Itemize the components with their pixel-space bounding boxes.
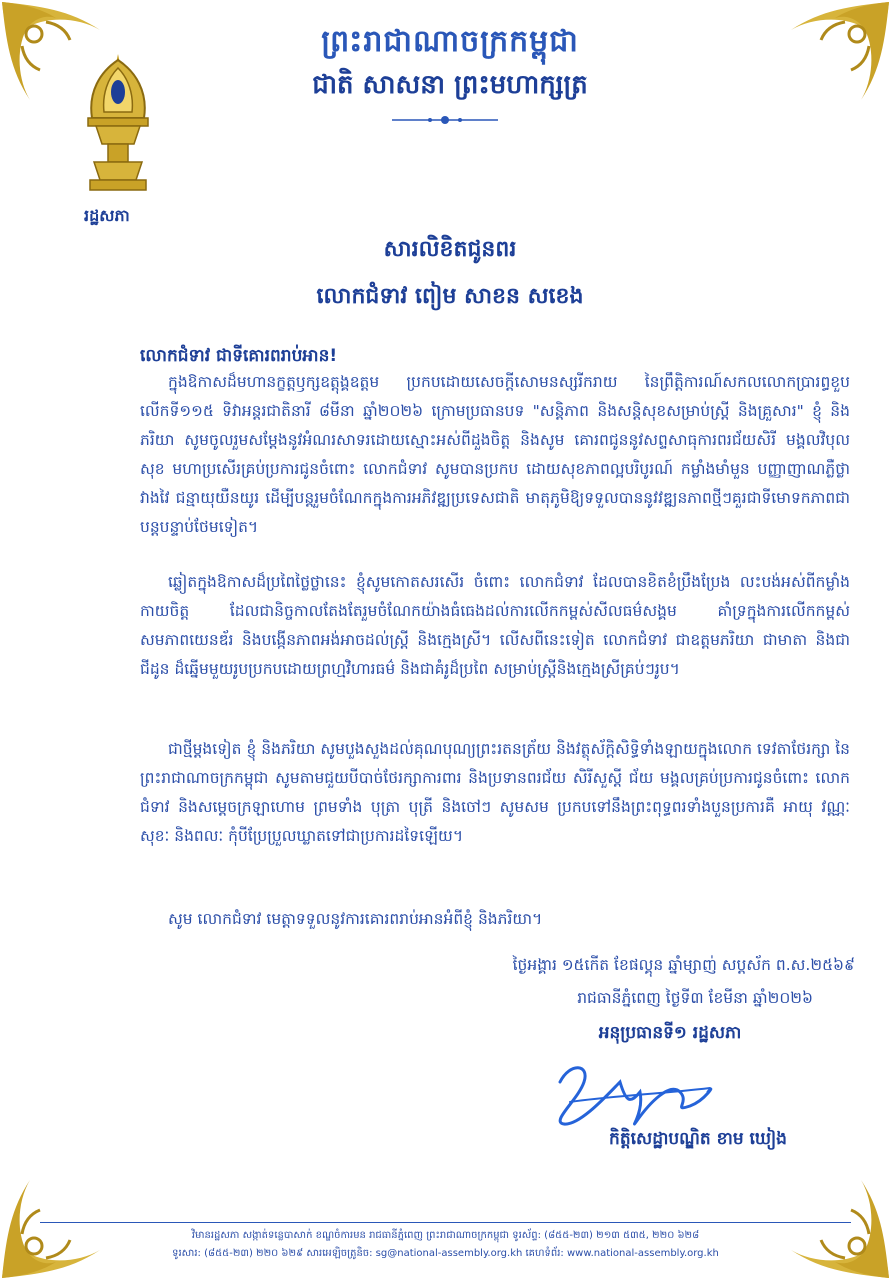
footer-address: វិមានរដ្ឋសភា សង្កាត់ទន្លេបាសាក់ ខណ្ឌចំការមន រាជធានីភ្នំពេញ ព្រះរាជាណាចក្រកម្ពុជា ទូរស័ព្ទ: (៨៥៥-២៣) ២១៣ ៥៣៥, ២២០ ៦២៨ — [191, 1230, 700, 1241]
signature-icon — [540, 1052, 740, 1132]
corner-ornament-icon — [781, 0, 891, 110]
body-paragraph-4: សូម លោកជំទាវ មេត្តាទទួលនូវការគោរពរាប់អានអំពីខ្ញុំ និងភរិយា។ — [168, 910, 543, 928]
body-paragraph-2: ឆ្លៀតក្នុងឱកាសដ៏ប្រពៃថ្លៃថ្លានេះ ខ្ញុំសូមកោតសរសើរ ចំពោះ លោកជំទាវ ដែលបានខិតខំប្រឹងប្រែង លះបង់អស់ពីកម្លាំងកាយចិត្ត ដែលជានិច្ចកាលតែងតែរួមចំណែកយ៉ាងធំធេងដល់ការលើកកម្ពស់សីលធម៌សង្គម គាំទ្រក្នុងការលើកកម្ពស់សមភាពយេនឌ័រ និងបង្កើនភាពអង់អាចដល់ស្ត្រី និងក្មេងស្រី។ លើសពីនេះទៀត លោកជំទាវ ជាឧត្តមភរិយា ជាមាតា និងជាជីដូន ដ៏ឆ្នើមមួយរូបប្រកបដោយព្រហ្មវិហារធម៌ និងជាគំរូដ៏ប្រពៃ សម្រាប់ស្ត្រីនិងក្មេងស្រីគ្រប់ៗរូប។ — [140, 573, 850, 678]
solar-date-place: រាជធានីភ្នំពេញ ថ្ងៃទី៣ ខែមីនា ឆ្នាំ២០២៦ — [577, 989, 813, 1007]
corner-ornament-icon — [0, 1170, 110, 1280]
signer-name: កិត្តិសេដ្ឋាបណ្ឌិត ខាម ឃៀង — [609, 1129, 787, 1149]
institution-label: រដ្ឋសភា — [84, 206, 130, 225]
national-motto: ជាតិ សាសនា ព្រះមហាក្សត្រ — [312, 70, 588, 100]
salutation: លោកជំទាវ ជាទីគោរពរាប់អាន! — [140, 346, 338, 366]
body-paragraph-3: ជាថ្មីម្តងទៀត ខ្ញុំ និងភរិយា សូមបួងសួងដល់គុណបុណ្យព្រះរតនត្រ័យ និងវត្ថុស័ក្តិសិទ្ធិទាំងឡាយក្នុងលោក ទេវតាថែរក្សា នៃព្រះរាជាណាចក្រកម្ពុជា សូមតាមជួយបីបាច់ថែរក្សាការពារ និងប្រទានពរជ័យ សិរីសួស្តី ជ័យ មង្គលគ្រប់ប្រការជូនចំពោះ លោកជំទាវ និងសម្តេចក្រឡាហោម ព្រមទាំង បុត្រា បុត្រី និងចៅៗ សូមសម ប្រកបទៅនឹងព្រះពុទ្ធពរទាំងបួនប្រការគឺ អាយុ វណ្ណៈ សុខៈ និងពលៈ កុំបីប្រែប្រួលឃ្លាតទៅជាប្រការដទៃឡើយ។ — [140, 740, 850, 845]
divider-ornament-icon — [390, 112, 500, 128]
document-title: សារលិខិតជូនពរ — [383, 237, 517, 262]
footer-contact: ទូរសារ: (៨៥៥-២៣) ២២០ ៦២៩ សារអេឡិចត្រូនិច: sg@national-assembly.org.kh គេហទំព័រ: www.national-assembly.org.kh — [172, 1248, 719, 1259]
corner-ornament-icon — [781, 1170, 891, 1280]
lunar-date: ថ្ងៃអង្គារ ១៥កើត ខែផល្គុន ឆ្នាំម្សាញ់ សប្តស័ក ព.ស.២៥៦៩ — [512, 956, 855, 974]
recipient-name: លោកជំទាវ ពៀម សាខន សខេង — [316, 284, 584, 309]
body-paragraph-1: ក្នុងឱកាសដ៏មហានក្ខត្តឫក្សឧត្តុង្គឧត្តម ប្រកបដោយសេចក្តីសោមនស្សរីករាយ នៃព្រឹត្តិការណ៍សកលលោកប្រារព្ធខួបលើកទី១១៥ ទិវាអន្តរជាតិនារី ៨មីនា ឆ្នាំ២០២៦ ក្រោមប្រធានបទ "សន្តិភាព និងសន្តិសុខសម្រាប់ស្ត្រី និងគ្រួសារ" ខ្ញុំ និងភរិយា សូមចូលរួមសម្តែងនូវអំណរសាទរដោយស្មោះអស់ពីដួងចិត្ត និងសូម គោរពជូននូវសព្ទសាធុការពរជ័យសិរី មង្គលវិបុលសុខ មហាប្រសើរគ្រប់ប្រការជូនចំពោះ លោកជំទាវ សូមបានប្រកប ដោយសុខភាពល្អបរិបូរណ៍ កម្លាំងមាំមួន បញ្ញាញាណភ្លឺថ្លាវាងវៃ ជន្មាយុយឺនយូរ ដើម្បីបន្តរួមចំណែកក្នុងការអភិវឌ្ឍប្រទេសជាតិ មាតុភូមិឱ្យទទួលបាននូវវឌ្ឍនភាពថ្មីៗគួរជាទីមោទកភាពជាបន្តបន្ទាប់ថែមទៀត។ — [140, 373, 850, 536]
signer-title: អនុប្រធានទី១ រដ្ឋសភា — [598, 1023, 742, 1043]
footer-divider — [40, 1222, 851, 1223]
national-assembly-emblem-icon — [78, 52, 158, 202]
kingdom-heading: ព្រះរាជាណាចក្រកម្ពុជា — [321, 24, 579, 59]
